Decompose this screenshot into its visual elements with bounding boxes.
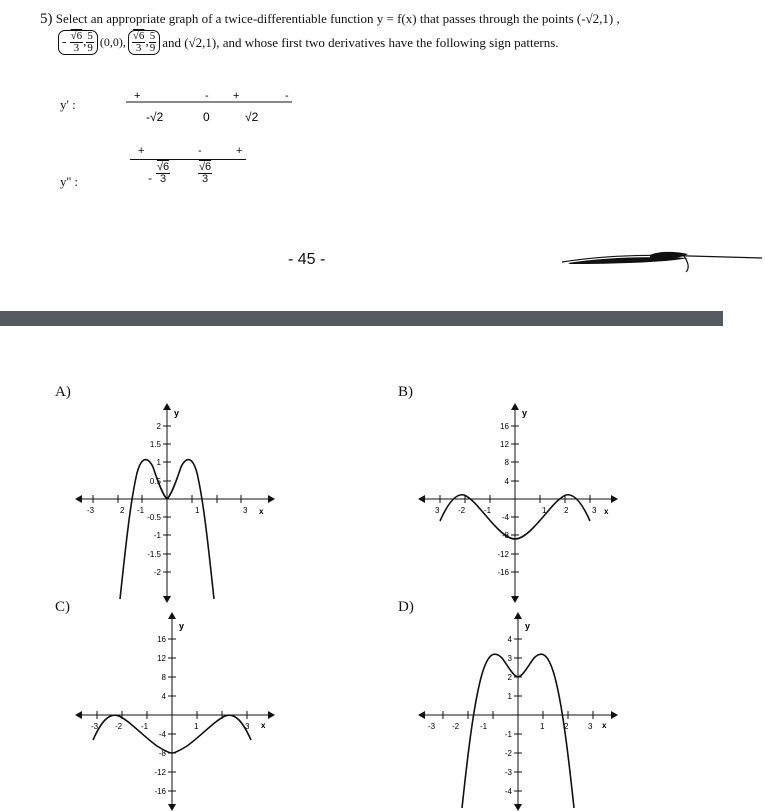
a-ytick-1: 2 bbox=[156, 422, 161, 431]
point-3-x-den: 3 bbox=[135, 42, 142, 54]
fd-point-1: -√2 bbox=[146, 110, 164, 124]
option-c-graph bbox=[75, 612, 275, 811]
sd-sign-2: - bbox=[198, 145, 202, 157]
point-3-x-num: √6 bbox=[132, 30, 145, 42]
a-ytick-7: -1.5 bbox=[147, 550, 161, 559]
option-d-label: D) bbox=[398, 599, 414, 615]
a-xtick-4: 1 bbox=[195, 506, 200, 515]
a-ytick-3: 1 bbox=[156, 458, 161, 467]
question-text: Select an appropriate graph of a twice-differentiable function y = f(x) that passes through the points (-√2,1) , bbox=[55, 11, 620, 26]
point-3-comma: , bbox=[145, 33, 149, 49]
d-y-label: y bbox=[525, 621, 531, 631]
point-3 bbox=[128, 30, 160, 55]
sd-point-2-den: 3 bbox=[202, 173, 209, 185]
a-xtick-5: 3 bbox=[243, 506, 248, 515]
c-ytick-2: 12 bbox=[157, 654, 166, 663]
fd-sign-4: - bbox=[285, 90, 289, 102]
b-y-label: y bbox=[522, 408, 528, 418]
c-ytick-4: 4 bbox=[161, 692, 166, 701]
c-ytick-5: -4 bbox=[158, 730, 166, 739]
sd-sign-1: + bbox=[138, 145, 145, 157]
sd-point-2 bbox=[198, 162, 212, 185]
point-1 bbox=[58, 30, 98, 55]
a-xtick-1: -3 bbox=[87, 506, 95, 515]
b-xtick-4: 1 bbox=[542, 506, 547, 515]
sd-point-1 bbox=[156, 162, 170, 185]
option-b-label: B) bbox=[398, 384, 413, 400]
d-ytick-3: 2 bbox=[507, 673, 512, 682]
c-xtick-5: 3 bbox=[245, 722, 250, 731]
c-y-label: y bbox=[179, 621, 185, 631]
c-ytick-8: -16 bbox=[154, 787, 166, 796]
d-ytick-2: 3 bbox=[507, 654, 512, 663]
sd-point-1-den: 3 bbox=[160, 173, 167, 185]
b-ytick-1: 16 bbox=[500, 422, 509, 431]
question-text-tail: and (√2,1), and whose first two derivatives have the following sign patterns. bbox=[162, 34, 559, 50]
point-1-x-num: √6 bbox=[70, 30, 83, 42]
fd-sign-3: + bbox=[233, 90, 240, 102]
page-separator bbox=[0, 311, 723, 326]
option-b-graph bbox=[418, 403, 618, 603]
a-y-label: y bbox=[174, 408, 180, 418]
b-ytick-7: -12 bbox=[497, 550, 509, 559]
c-xtick-1: -3 bbox=[91, 722, 99, 731]
d-xtick-6: 3 bbox=[588, 722, 593, 731]
d-xtick-3: -1 bbox=[480, 722, 488, 731]
fd-sign-1: + bbox=[134, 90, 141, 102]
point-1-y bbox=[86, 31, 94, 54]
b-ytick-2: 12 bbox=[500, 440, 509, 449]
second-derivative-label: y'' : bbox=[60, 174, 79, 189]
point-1-y-num: 5 bbox=[87, 30, 93, 42]
a-ytick-4: 0.5 bbox=[149, 477, 161, 486]
c-ytick-1: 16 bbox=[157, 635, 166, 644]
b-ytick-8: -16 bbox=[497, 568, 509, 577]
option-d-graph bbox=[418, 612, 618, 811]
d-xtick-2: -2 bbox=[452, 722, 460, 731]
sd-point-2-num: √6 bbox=[199, 161, 212, 173]
sd-sign-3: + bbox=[236, 145, 243, 157]
sd-point-1-num: √6 bbox=[157, 161, 170, 173]
point-1-x bbox=[70, 30, 87, 54]
option-a-graph bbox=[75, 403, 275, 603]
d-ytick-4: 1 bbox=[507, 692, 512, 701]
d-xtick-1: -3 bbox=[428, 722, 436, 731]
fd-point-2: 0 bbox=[203, 110, 210, 124]
b-xtick-1: 3 bbox=[435, 506, 440, 515]
a-xtick-3: -1 bbox=[137, 506, 145, 515]
a-ytick-6: -1 bbox=[153, 531, 161, 540]
d-ytick-7: -3 bbox=[504, 768, 512, 777]
d-ytick-5: -1 bbox=[504, 730, 512, 739]
b-xtick-6: 3 bbox=[592, 506, 597, 515]
b-ytick-3: 8 bbox=[504, 458, 509, 467]
fd-sign-2: - bbox=[205, 90, 209, 102]
c-ytick-3: 8 bbox=[161, 673, 166, 682]
point-1-y-den: 9 bbox=[87, 42, 93, 54]
d-ytick-8: -4 bbox=[504, 787, 512, 796]
option-a-label: A) bbox=[55, 384, 71, 400]
signature-scribble bbox=[560, 248, 765, 274]
d-xtick-4: 1 bbox=[540, 722, 545, 731]
b-ytick-4: 4 bbox=[504, 477, 509, 486]
point-1-comma: , bbox=[83, 33, 87, 49]
question-number: 5) bbox=[40, 11, 53, 27]
d-ytick-1: 4 bbox=[507, 635, 512, 644]
point-3-y-num: 5 bbox=[149, 30, 156, 42]
sd-point-1-sign: - bbox=[148, 171, 152, 185]
sd-number-line bbox=[130, 159, 246, 160]
point-1-sign: - bbox=[62, 33, 67, 49]
b-ytick-5: -4 bbox=[501, 513, 509, 522]
page-number: - 45 - bbox=[288, 251, 326, 268]
c-x-label: x bbox=[261, 721, 266, 730]
point-3-y-den: 9 bbox=[149, 42, 156, 54]
c-xtick-4: 1 bbox=[194, 722, 199, 731]
point-3-x bbox=[132, 30, 149, 54]
origin-point: (0,0), bbox=[99, 35, 126, 49]
first-derivative-sign-chart bbox=[120, 88, 300, 132]
b-x-label: x bbox=[604, 507, 609, 516]
c-ytick-7: -12 bbox=[154, 768, 166, 777]
b-xtick-3: -1 bbox=[484, 506, 492, 515]
d-xtick-5: 2 bbox=[564, 722, 569, 731]
d-x-label: x bbox=[602, 721, 607, 730]
option-c-label: C) bbox=[55, 599, 70, 615]
fd-point-3: √2 bbox=[245, 110, 259, 124]
question-line-1 bbox=[40, 11, 620, 28]
c-ytick-6: -8 bbox=[158, 749, 166, 758]
d-ytick-6: -2 bbox=[504, 749, 512, 758]
b-xtick-5: 2 bbox=[564, 506, 569, 515]
second-derivative-sign-chart bbox=[126, 145, 248, 205]
c-xtick-3: -1 bbox=[141, 722, 149, 731]
question-line-2 bbox=[58, 30, 559, 55]
first-derivative-label: y' : bbox=[60, 97, 76, 112]
a-xtick-2: 2 bbox=[120, 506, 125, 515]
point-1-x-den: 3 bbox=[73, 42, 80, 54]
a-ytick-2: 1.5 bbox=[149, 440, 161, 449]
point-3-y bbox=[149, 31, 157, 54]
a-x-label: x bbox=[259, 507, 264, 516]
b-ytick-6: -8 bbox=[501, 531, 509, 540]
a-ytick-8: -2 bbox=[153, 568, 161, 577]
c-xtick-2: -2 bbox=[115, 722, 123, 731]
b-xtick-2: -2 bbox=[458, 506, 466, 515]
a-ytick-5: -0.5 bbox=[147, 513, 161, 522]
